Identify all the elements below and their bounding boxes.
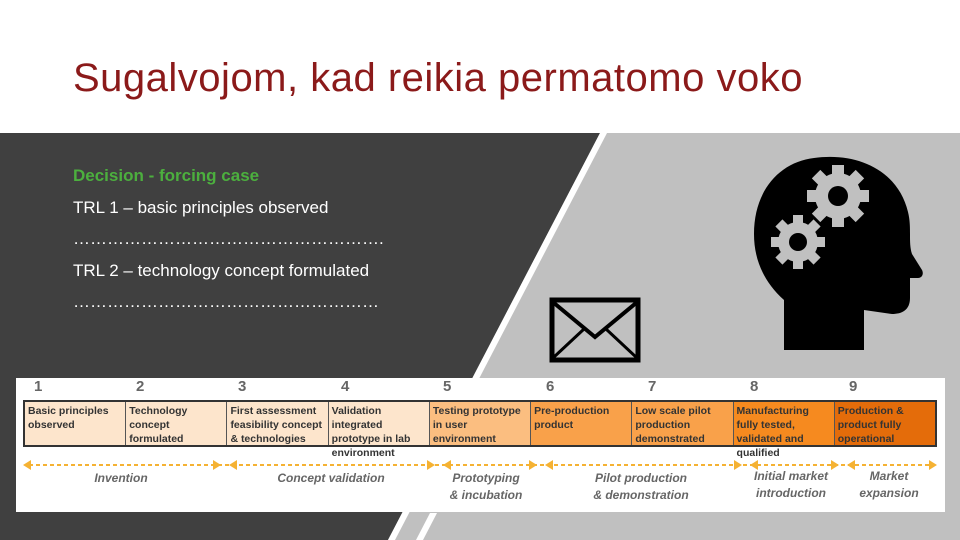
phase-pilot-production — [571, 470, 711, 504]
trl-level-2: Technology concept formulated — [126, 402, 227, 445]
trl-number: 7 — [648, 378, 657, 395]
head-with-gears-icon — [752, 150, 924, 350]
case-title: Decision - forcing case — [73, 166, 260, 185]
trl-level-7: Low scale pilot production demonstrated — [632, 402, 733, 445]
trl-level-6: Pre-production product — [531, 402, 632, 445]
trl-number: 2 — [136, 378, 145, 395]
phase-label-line: introduction — [756, 486, 826, 500]
phase-label-line: Pilot production — [595, 471, 687, 485]
trl-number: 3 — [238, 378, 247, 395]
trl-level-9: Production & product fully operational — [835, 402, 935, 445]
dots-line-1: ………………………………………………. — [73, 229, 384, 248]
trl-numbers — [16, 378, 945, 398]
trl2-line: TRL 2 – technology concept formulated — [73, 260, 370, 280]
phase-label-line: Initial market — [753, 469, 829, 483]
phase-market-expansion — [844, 468, 934, 502]
trl-level-row — [23, 400, 937, 459]
phase-prototyping — [436, 470, 536, 504]
trl-level-3: First assessment feasibility concept & technologies — [227, 402, 328, 445]
trl-number: 5 — [443, 378, 452, 395]
trl-number: 9 — [849, 378, 858, 395]
trl-level-5: Testing prototype in user environment — [430, 402, 531, 445]
trl-number: 8 — [750, 378, 759, 395]
phase-label-line: Invention — [94, 471, 148, 485]
trl-level-1: Basic principles observed — [25, 402, 126, 445]
phase-invention — [56, 470, 186, 487]
phase-initial-market — [741, 468, 841, 502]
trl-number: 4 — [341, 378, 350, 395]
phase-label-line: & demonstration — [593, 488, 689, 502]
phase-label-line: Prototyping — [452, 471, 520, 485]
phase-label-line: Concept validation — [277, 471, 385, 485]
trl-number: 1 — [34, 378, 43, 395]
trl-level-8: Manufacturing fully tested, validated and qualified — [734, 402, 835, 445]
trl-level-4: Validation integrated prototype in lab environment — [329, 402, 430, 445]
text-block — [73, 160, 593, 318]
slide-title: Sugalvojom, kad reikia permatomo voko — [73, 56, 803, 100]
phase-label-line: Market — [869, 469, 909, 483]
phase-label-line: & incubation — [449, 488, 523, 502]
trl1-line: TRL 1 – basic principles observed — [73, 197, 329, 217]
phase-concept-validation — [246, 470, 416, 487]
dots-line-2: ……………………………………………… — [73, 292, 379, 311]
envelope-icon — [548, 297, 642, 363]
trl-scale-panel — [16, 378, 945, 512]
trl-number: 6 — [546, 378, 555, 395]
phase-label-line: expansion — [859, 486, 919, 500]
